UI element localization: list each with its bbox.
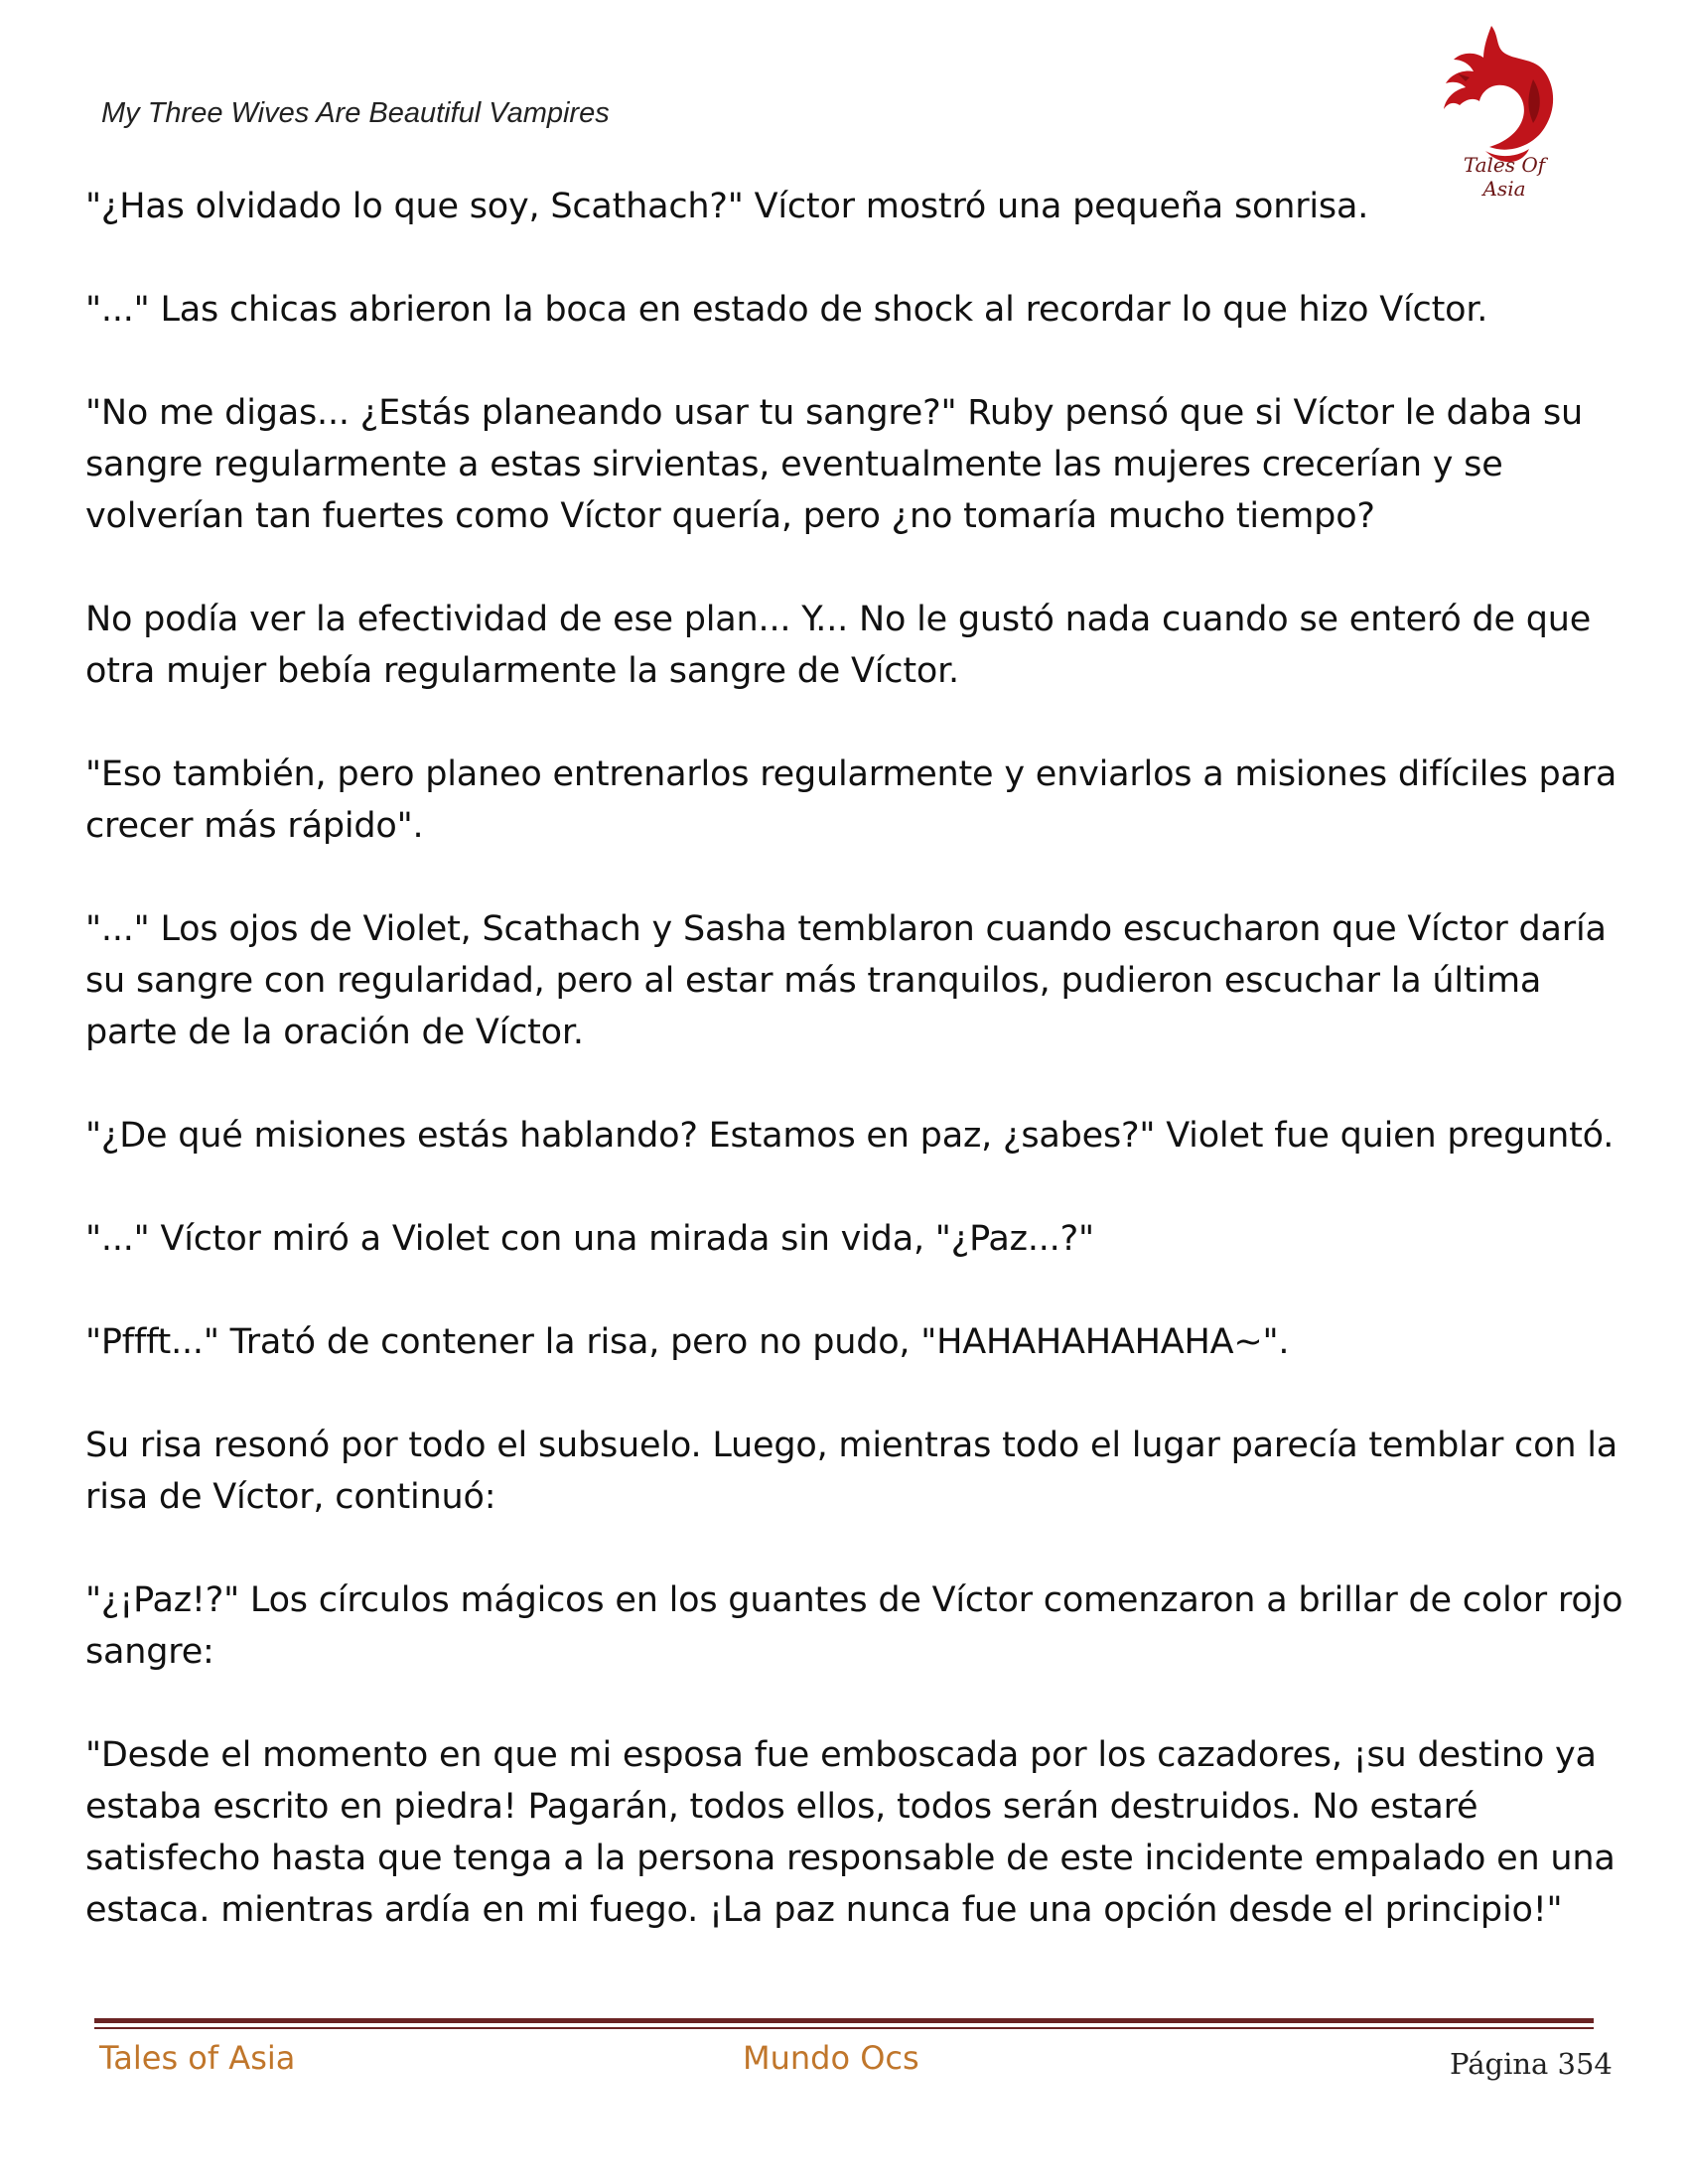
paragraph: "..." Los ojos de Violet, Scathach y Sasha temblaron cuando escucharon que Víctor daría su sangre con regularidad, pero al estar más tranquilos, pudieron escuchar la última parte de la oración de Víctor.: [85, 909, 1607, 1052]
paragraph: "Eso también, pero planeo entrenarlos regularmente y enviarlos a misiones difíciles para crecer más rápido".: [85, 754, 1618, 846]
paragraph: "¿Has olvidado lo que soy, Scathach?" Víctor mostró una pequeña sonrisa.: [85, 187, 1369, 226]
footer-rule-thick: [94, 2018, 1594, 2023]
footer-left-text: Tales of Asia: [99, 2039, 296, 2077]
paragraph: Su risa resonó por todo el subsuelo. Luego, mientras todo el lugar parecía temblar con la risa de Víctor, continuó:: [85, 1426, 1618, 1517]
logo-caption: Tales Of Asia: [1463, 153, 1546, 201]
paragraph: "..." Víctor miró a Violet con una mirada sin vida, "¿Paz...?": [85, 1219, 1094, 1259]
document-header-title: My Three Wives Are Beautiful Vampires: [101, 97, 610, 129]
paragraph: "No me digas... ¿Estás planeando usar tu sangre?" Ruby pensó que si Víctor le daba su sangre regularmente a estas sirvientas, eventualmente las mujeres crecerían y se volverían tan fuertes como Víctor quería, pero ¿no tomaría mucho tiempo?: [85, 393, 1583, 536]
paragraph: No podía ver la efectividad de ese plan... Y... No le gustó nada cuando se enteró de que otra mujer bebía regularmente la sangre de Víctor.: [85, 600, 1592, 691]
document-body: [85, 181, 1634, 1987]
paragraph: "Pffft..." Trató de contener la risa, pero no pudo, "HAHAHAHAHAHA~".: [85, 1322, 1290, 1362]
footer-rule-thin: [94, 2027, 1594, 2029]
paragraph: "¿De qué misiones estás hablando? Estamos en paz, ¿sabes?" Violet fue quien preguntó.: [85, 1116, 1615, 1156]
paragraph: "¿¡Paz!?" Los círculos mágicos en los guantes de Víctor comenzaron a brillar de color rojo sangre:: [85, 1580, 1623, 1672]
paragraph: "..." Las chicas abrieron la boca en estado de shock al recordar lo que hizo Víctor.: [85, 290, 1488, 330]
footer-center-text: Mundo Ocs: [743, 2039, 919, 2077]
paragraph: "Desde el momento en que mi esposa fue emboscada por los cazadores, ¡su destino ya estaba escrito en piedra! Pagarán, todos ellos, todos serán destruidos. No estaré satisfecho hasta que tenga a la persona responsable de este incidente empalado en una estaca. mientras ardía en mi fuego. ¡La paz nunca fue una opción desde el principio!": [85, 1735, 1616, 1930]
page-number: Página 354: [1450, 2047, 1613, 2081]
